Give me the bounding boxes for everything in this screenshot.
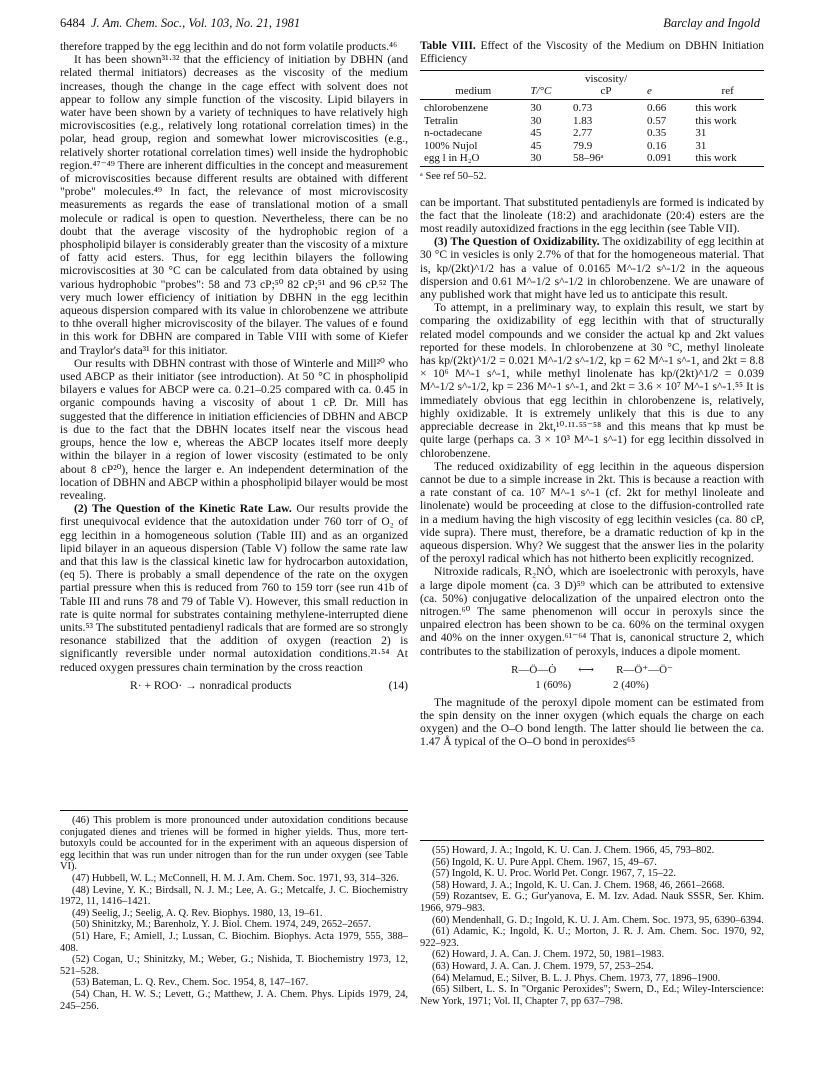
equation-text: R· + ROO· → nonradical products: [130, 678, 292, 692]
table-cell: 30: [530, 102, 542, 115]
footnote: (50) Shinitzky, M.; Barenholz, Y. J. Biol. Chem. 1974, 249, 2652–2657.: [72, 919, 371, 931]
table-cell: 100% Nujol: [424, 139, 478, 152]
table-cell: Tetralin: [424, 114, 459, 127]
table-header-ref: ref: [691, 85, 764, 100]
footnote: (53) Bateman, L. Q. Rev., Chem. Soc. 1954, 8, 147–167.: [72, 977, 309, 989]
footnote: (63) Howard, J. A. Can. J. Chem. 1979, 57, 253–254.: [432, 960, 654, 972]
table-cell: egg l in H₂O: [420, 152, 526, 167]
table-cell: 0.16: [647, 139, 667, 152]
structure-1: R—Ö—Ȯ: [511, 663, 557, 676]
table-title-text: Effect of the Viscosity of the Medium on DBHN Initiation Efficiency: [420, 40, 764, 65]
table-cell: 45: [530, 127, 542, 140]
footnote: (46) This problem is more pronounced under autoxidation conditions because conjugated dienes and trienes will be formed in higher yields. Thus, more tert-butoxyls could be accounted for in the experiment with an aqueous dispersion of egg lecithin that was run under nitrogen than for the run under oxygen (see Table VI).: [60, 815, 408, 873]
footnote: (49) Seelig, J.; Seelig, A. Q. Rev. Biophys. 1980, 13, 19–61.: [72, 907, 323, 919]
footnote: (51) Hare, F.; Amiell, J.; Lussan, C. Biochim. Biophys. Acta 1979, 555, 388–408.: [60, 930, 408, 954]
footnote: (55) Howard, J. A.; Ingold, K. U. Can. J. Chem. 1966, 45, 793–802.: [432, 845, 715, 856]
footnote: (60) Mendenhall, G. D.; Ingold, K. U. J. Am. Chem. Soc. 1973, 95, 6390–6394.: [432, 914, 764, 926]
table-cell: chlorobenzene: [424, 102, 489, 115]
paragraph: [60, 502, 408, 674]
table-row: [420, 140, 764, 152]
paragraph: Nitroxide radicals, R₂NȮ, which are isoelectronic with peroxyls, have a large dipole moment (ca. 3 D)⁵⁹ which can be attributed to extensive (ca. 50%) conjugative delocalization of the unpaired electron onto the nitrogen.⁶⁰ The same phenomenon will occur in peroxyls since the unpaired electron has been shown to be ca. 60% on the terminal oxygen and 40% on the inner oxygen.⁶¹⁻⁶⁴ That is, canonical structure 2, which contributes to the stabilization of peroxyls, induces a dipole moment.: [420, 565, 764, 658]
table-header-temp: T/°C: [526, 85, 569, 100]
table-cell: 1.83: [573, 114, 593, 127]
journal-citation: J. Am. Chem. Soc., Vol. 103, No. 21, 1981: [91, 16, 301, 30]
paragraph: It has been shown³¹·³² that the efficiency of initiation by DBHN (and related thermal initiators) decreases as the viscosity of the medium increases, though the change in the cage effect with solvent does not appear to follow any simple function of the viscosity. Lipid bilayers in water have been shown by a variety of techniques to have relatively high microviscosities (e.g., relatively long rotational correlation times) in the polar, head group, region and somewhat lower microviscosities (e.g., relatively shorter rotational correlation times) well inside the hydrophobic region.⁴⁷⁻⁴⁹ There are inherent difficulties in the concept and measurement of microviscosities because different results are obtained with different "probe" molecules.⁴⁹ In fact, the relevance of most microviscosity measurements as regards the ease of translational motion of a small molecule or radical is open to question. Nevertheless, there can be no doubt that the average viscosity of the hydrophobic region of a phospholipid bilayer is considerably greater than the viscosity of a mixture of fatty acid esters. Thus, for egg lecithin bilayers the following microviscosities at 30 °C can be calculated from data obtained by using various hydrophobic "probes": 58 and 73 cP;⁵⁰ 82 cP;⁵¹ and 96 cP.⁵² The very much lower efficiency of initiation by DBHN in the egg lecithin aqueous dispersion compared with its value in chlorobenzene we attribute to thhe overall higher microviscosity of the bilayer. The values of e found in this work for DBHN are compared in Table VIII with some of Kiefer and Traylor's data³¹ for this initiator.: [60, 53, 408, 357]
footnote: (62) Howard, J. A. Can. J. Chem. 1972, 50, 1981–1983.: [432, 949, 665, 961]
footnote: (58) Howard, J. A.; Ingold, K. U. Can. J. Chem. 1968, 46, 2661–2668.: [432, 879, 725, 891]
table-cell: 45: [530, 139, 542, 152]
structure-label-2: 2 (40%): [613, 678, 649, 691]
table-row: [420, 127, 764, 139]
viscosity-table: [420, 70, 764, 168]
table-cell: 2.77: [573, 127, 593, 140]
table-header: [526, 70, 569, 85]
table-cell: 30: [530, 114, 542, 127]
left-column: [60, 40, 408, 697]
footnote: (57) Ingold, K. U. Proc. World Pet. Congr. 1967, 7, 15–22.: [432, 868, 677, 880]
footnote: (59) Rozantsev, E. G.; Gur'yanova, E. M. Izv. Adad. Nauk SSSR, Ser. Khim. 1966, 979–983.: [420, 891, 764, 914]
table-cell: 0.73: [573, 102, 593, 115]
table-cell: 31: [695, 127, 707, 140]
table-cell: n-octadecane: [424, 127, 483, 140]
table-cell: this work: [695, 114, 737, 127]
paragraph: The magnitude of the peroxyl dipole moment can be estimated from the spin density on the inner oxygen (which equals the charge on each oxygen) and the O–O bond length. The latter should lie between the ca. 1.47 Å typical of the O–O bond in peroxides⁶⁵: [420, 695, 764, 749]
section-heading: (3) The Question of Oxidizability.: [434, 235, 600, 249]
running-header: [60, 16, 760, 34]
paragraph-text: Our results provide the first unequivocal evidence that the autoxidation under 760 torr of O₂ of egg lecithin in a homogeneous solution (Table III) and as an organized lipid bilayer in an aqueous dispersion (Table V) follow the same rate law and that this law is the classical kinetic law for hydrocarbon autoxidation, (eq 5). There is probably a small dependence of the rate on the oxygen partial pressure when this is reduced from 760 to 159 torr (see run 41b of Table III and runs 78 and 79 of Table V). However, this small reduction in rate is quite normal for substrates containing methylene-interrupted diene units.⁵³ The substituted pentadienyl radicals that are formed are so strongly resonance stabilized that the addition of oxygen (reaction 2) is significantly reversible under normal autoxidation conditions.²¹·⁵⁴ At reduced oxygen pressures chain termination by the cross reaction: [60, 502, 408, 674]
table-cell: 0.091: [643, 152, 691, 167]
paragraph: can be important. That substituted pentadienyls are formed is indicated by the fact that the linoleate (18:2) and arachidonate (20:4) esters are the most readily autoxidized fractions in the egg lecithin (see Table VII).: [420, 195, 764, 236]
resonance-arrow: ⟷: [578, 663, 595, 676]
table-cell: 79.9: [573, 139, 593, 152]
footnote: (61) Adamic, K.; Ingold, K. U.; Morton, J. R. J. Am. Chem. Soc. 1970, 92, 922–923.: [420, 926, 764, 949]
footnote: (52) Cogan, U.; Shinitzky, M.; Weber, G.; Nishida, T. Biochemistry 1973, 12, 521–528.: [60, 954, 408, 977]
table-cell: 0.57: [647, 114, 667, 127]
table-label: Table VIII.: [420, 40, 476, 52]
table-caption: [420, 40, 764, 66]
footnote: (64) Melamud, E.; Silver, B. L. J. Phys. Chem. 1973, 77, 1896–1900.: [432, 972, 721, 984]
paragraph: Our results with DBHN contrast with those of Winterle and Mill²⁰ who used ABCP as their initiator (see introduction). At 50 °C in phospholipid bilayers e values for ABCP were ca. 0.21–0.25 compared with ca. 0.45 in organic compounds having a viscosity of about 1 cP. Dr. Mill has suggested that the difference in initiation efficiencies of DBHN and ABCP is due to the fact that the DBHN locates itself near the viscous head groups, hence the low e, whereas the ABCP locates itself more deeply within the bilayer in a region of lower viscosity (estimated to be only about 8 cP²⁰), hence the larger e. An independent determination of the location of DBHN and ABCP within a phospholipid bilayer would be most revealing.: [60, 356, 408, 502]
table-header-viscosity: cP: [569, 85, 643, 100]
table-header-medium: medium: [420, 85, 526, 100]
header-left: [60, 16, 300, 31]
structure-2: R—Ö⁺—Ö⁻: [616, 663, 673, 676]
structure-labels: [420, 679, 764, 692]
table-cell: 30: [526, 152, 569, 167]
table-header: [691, 70, 764, 85]
table-cell: 58–96ᵃ: [569, 152, 643, 167]
footnote: (54) Chan, H. W. S.; Levett, G.; Matthew, J. A. Chem. Phys. Lipids 1979, 24, 245–256.: [60, 988, 408, 1012]
table-header-efficiency: e: [643, 85, 691, 100]
table-footnote: ᵃ See ref 50–52.: [420, 171, 487, 183]
table-row: [420, 100, 764, 115]
table-row: [420, 152, 764, 167]
table-cell: 0.66: [647, 102, 667, 115]
structure-row: [420, 664, 764, 677]
section-heading: (2) The Question of the Kinetic Rate Law.: [74, 502, 292, 516]
equation: [60, 679, 408, 692]
footnote: (47) Hubbell, W. L.; McConnell, H. M. J. Am. Chem. Soc. 1971, 93, 314–326.: [72, 872, 399, 884]
table-cell: 31: [695, 139, 707, 152]
table-cell: 0.35: [647, 127, 667, 140]
table-header: viscosity/: [569, 70, 643, 85]
table-header: [643, 70, 691, 85]
footnotes-right: [420, 840, 764, 1007]
footnote: (65) Silbert, L. S. In "Organic Peroxides"; Swern, D., Ed.; Wiley-Interscience: New York, 1971; Vol. II, Chapter 7, pp 637–798.: [420, 984, 764, 1007]
footnote: (56) Ingold, K. U. Pure Appl. Chem. 1967, 15, 49–67.: [432, 856, 657, 868]
canonical-structures: [420, 664, 764, 692]
table-header: [420, 70, 526, 85]
paragraph: [420, 235, 764, 301]
equation-number: (14): [388, 678, 408, 692]
right-column: [420, 40, 764, 749]
table-body: [420, 100, 764, 167]
paragraph: The reduced oxidizability of egg lecithin in the aqueous dispersion cannot be due to a simple increase in 2kt. This is because a reaction with a rate constant of ca. 10⁷ M^-1 s^-1 (cf. 2kt for methyl linoleate and linolenate) would be proceeding at close to the diffusion-controlled rate in a medium having the high viscosity of egg lecithin vesicles (ca. 80 cP, vide supra). There must, therefore, be a dramatic reduction of kp in the aqueous dispersion. Why? We suggest that the answer lies in the polarity of the peroxyl radical which has not hitherto been explicitly recognized.: [420, 459, 764, 566]
structure-label-1: 1 (60%): [535, 678, 571, 691]
paragraph: therefore trapped by the egg lecithin and do not form volatile products.⁴⁶: [60, 40, 398, 53]
footnote: (48) Levine, Y. K.; Birdsall, N. J. M.; Lee, A. G.; Metcalfe, J. C. Biochemistry 1972, 11, 1416–1421.: [60, 884, 408, 908]
table-row: [420, 115, 764, 127]
paragraph-text: The oxidizability of egg lecithin at 30 °C in vesicles is only 2.7% of that for the homogeneous material. That is, kp/(2kt)^1/2 has a value of 0.0165 M^-1/2 s^-1/2 in the aqueous dispersion and 0.61 M^-1/2 s^-1/2 in chlorobenzene. We are unaware of any published work that might have led us to anticipate this result.: [420, 235, 764, 302]
paragraph: To attempt, in a preliminary way, to explain this result, we start by comparing the oxidizability of egg lecithin with that of structurally related model compounds and we consider the actual kp and 2kt values reported for these models. In chlorobenzene at 30 °C, methyl linoleate has kp/(2kt)^1/2 = 0.021 M^-1/2 s^-1/2, kp = 62 M^-1 s^-1, and 2kt = 8.8 × 10⁶ M^-1 s^-1, while methyl linolenate has kp/(2kt)^1/2 = 0.039 M^-1/2 s^-1/2, kp = 236 M^-1 s^-1, and 2kt = 3.6 × 10⁷ M^-1 s^-1.⁵⁵ It is immediately obvious that egg lecithin in chlorobenzene is, relatively, highly oxidizable. It is extremely unlikely that this is due to any appreciable decrease in 2kt,¹⁰·¹¹·⁵⁵⁻⁵⁸ and this means that kp must be quite large (perhaps ca. 3 × 10³ M^-1 s^-1) for egg lecithin dissolved in chlorobenzene.: [420, 301, 764, 460]
table-cell: this work: [695, 102, 737, 115]
table-cell: this work: [691, 152, 764, 167]
footnotes-left: [60, 810, 408, 1012]
page-number: 6484: [60, 16, 85, 30]
header-authors: Barclay and Ingold: [663, 16, 760, 30]
